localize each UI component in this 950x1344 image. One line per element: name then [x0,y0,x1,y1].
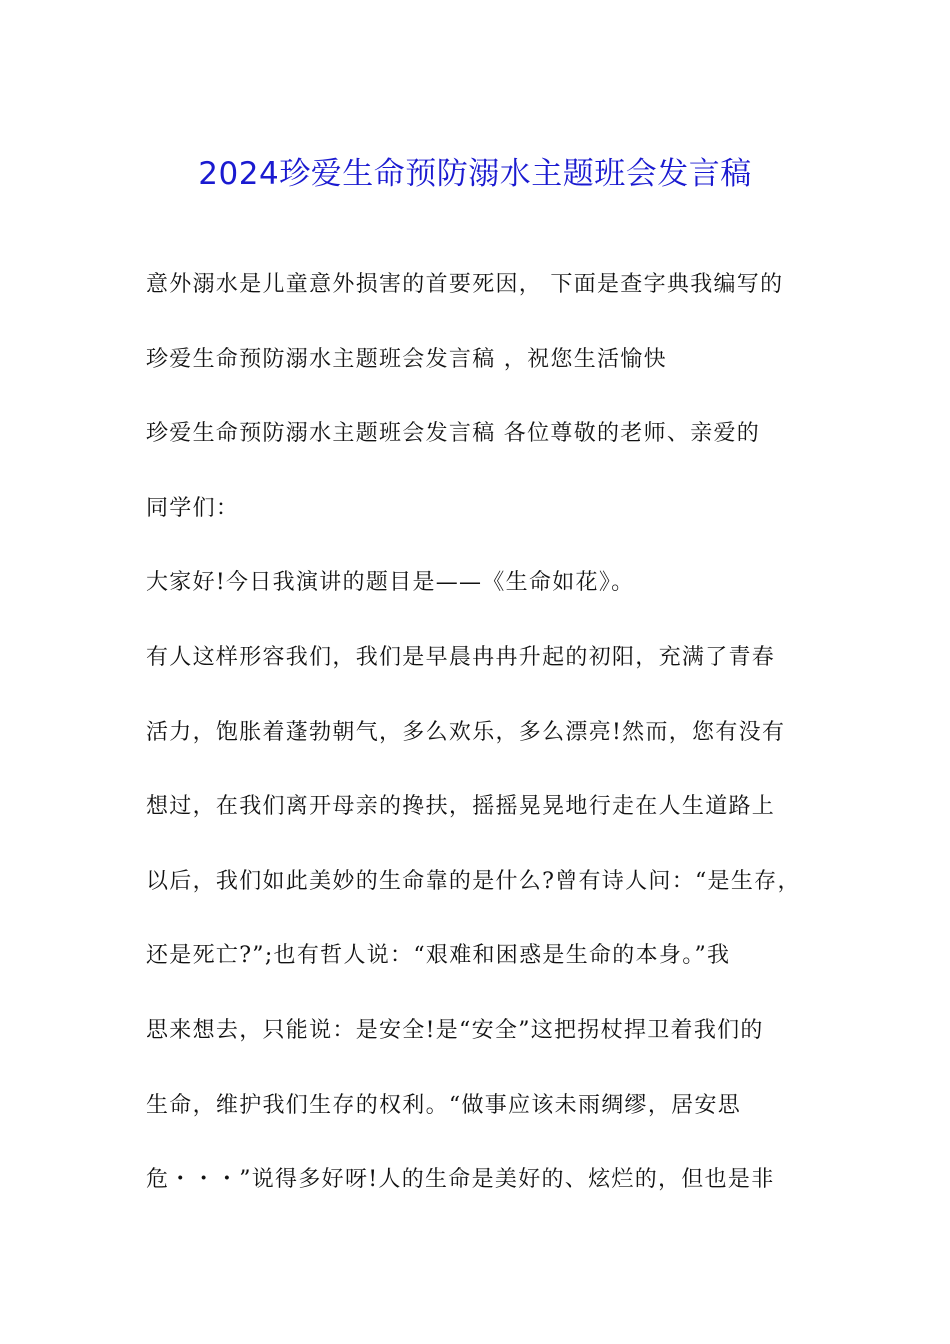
body-line: 想过，在我们离开母亲的搀扶，摇摇晃晃地行走在人生道路上 [146,794,776,820]
body-line: 同学们： [146,495,240,521]
body-line: 还是死亡?”;也有哲人说：“艰难和困惑是生命的本身。”我 [146,943,731,969]
body-line: 思来想去，只能说：是安全!是“安全”这把拐杖捍卫着我们的 [146,1017,764,1043]
body-line: 意外溺水是儿童意外损害的首要死因， 下面是查字典我编写的 [146,272,784,297]
body-line: 以后，我们如此美妙的生命靠的是什么?曾有诗人问：“是生存， [146,868,801,894]
document-body [146,262,826,1232]
body-line: 活力，饱胀着蓬勃朝气，多么欢乐，多么漂亮!然而，您有没有 [146,719,786,745]
body-line: 危・・・”说得多好呀!人的生命是美好的、炫烂的，但也是非 [146,1167,775,1193]
body-line: 有人这样形容我们，我们是早晨冉冉升起的初阳，充满了青春 [146,644,776,670]
body-line: 珍爱生命预防溺水主题班会发言稿 各位尊敬的老师、亲爱的 [146,421,761,447]
body-line: 大家好!今日我演讲的题目是——《生命如花》。 [146,570,635,596]
body-line: 珍爱生命预防溺水主题班会发言稿 ，祝您生活愉快 [146,346,667,372]
body-line: 生命，维护我们生存的权利。“做事应该未雨绸缪，居安思 [146,1092,742,1118]
document-title: 2024珍爱生命预防溺水主题班会发言稿 [198,155,752,192]
